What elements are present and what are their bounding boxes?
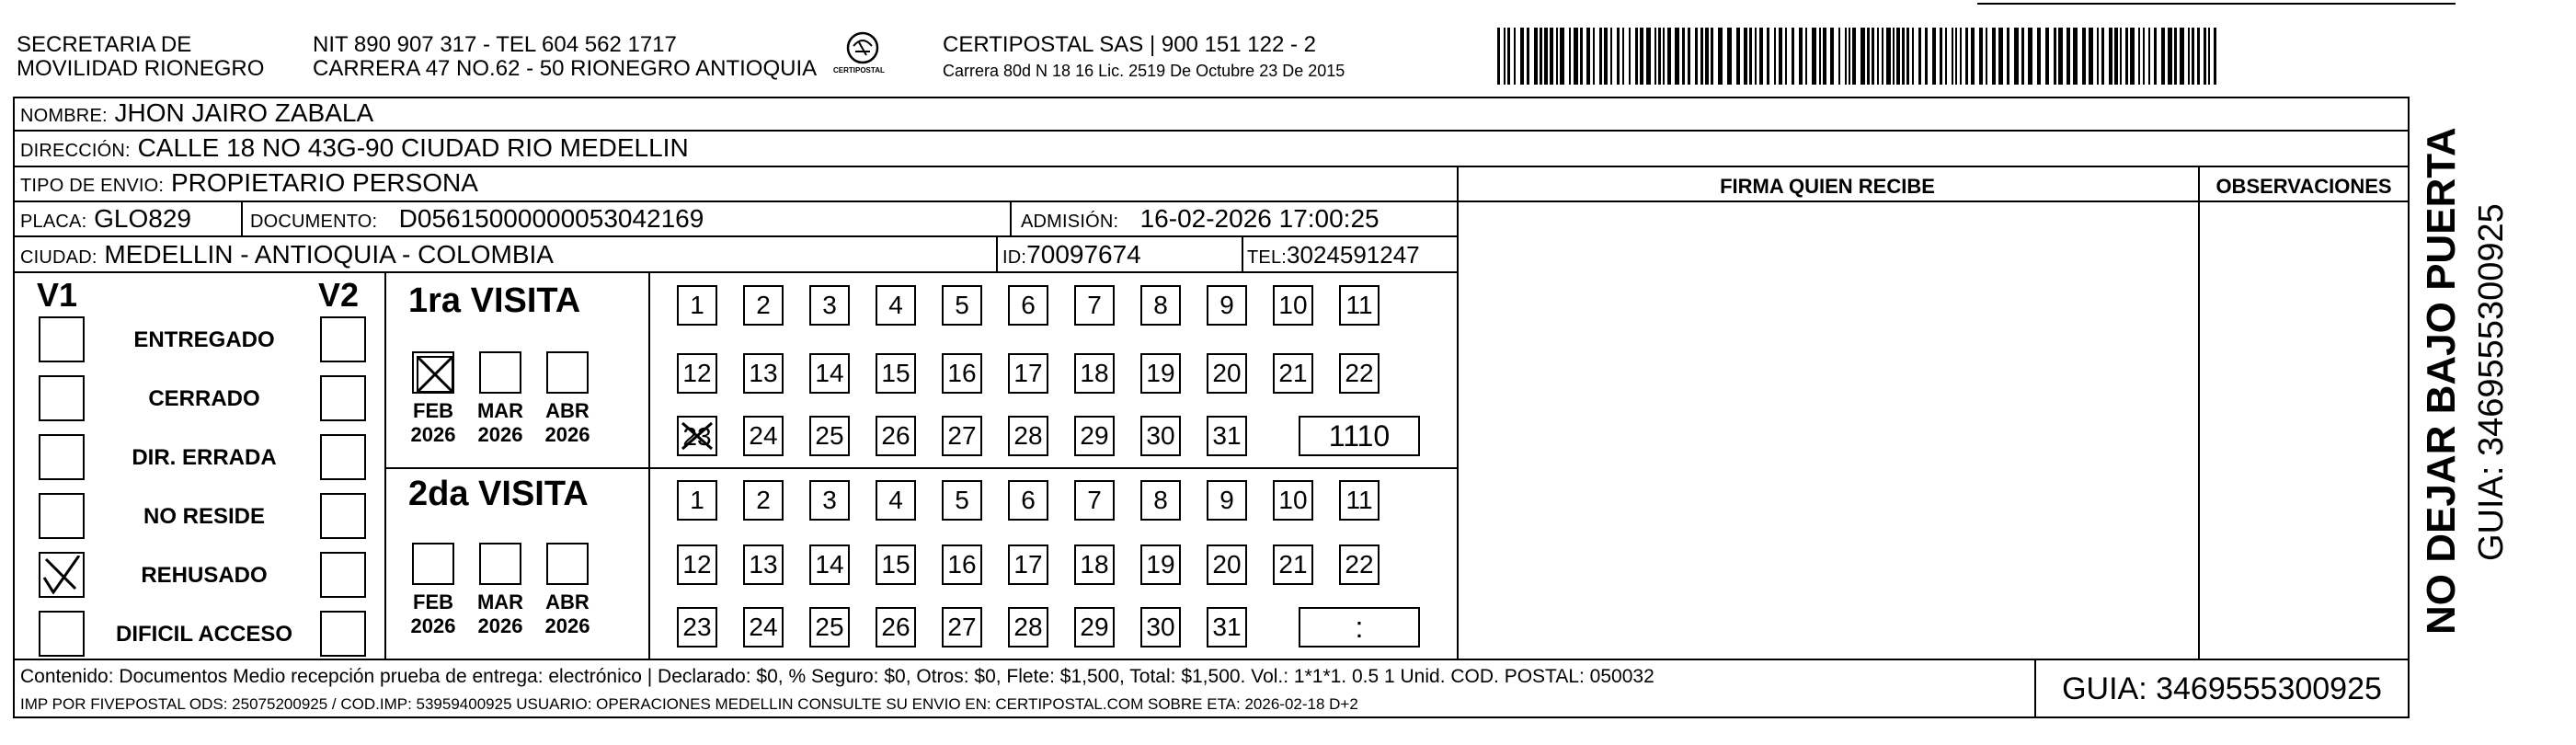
day-box[interactable]: 20 [1207,544,1247,585]
barcode-bar [1952,28,1953,85]
barcode-bar [2082,28,2086,85]
day-box[interactable]: 3 [809,480,850,521]
barcode-bar [2037,28,2041,85]
day-box[interactable]: 8 [1140,285,1181,326]
city-value: MEDELLIN - ANTIOQUIA - COLOMBIA [104,240,554,269]
barcode-bar [1902,28,1905,85]
barcode-bar [2073,28,2078,85]
id-separator [996,235,998,271]
day-box[interactable]: 12 [677,544,717,585]
day-box[interactable]: 3 [809,285,850,326]
col-separator-obs [2198,166,2200,659]
shipping-row [20,167,478,201]
day-box[interactable]: 13 [743,544,784,585]
barcode-bar [1646,28,1651,85]
barcode-bar [1812,28,1816,85]
day-box[interactable]: 14 [809,353,850,394]
tel-row [1247,239,1420,273]
id-label: ID: [1002,247,1027,268]
barcode-bar [1736,28,1740,85]
barcode-bar [1507,28,1510,85]
month-checkbox[interactable] [479,351,521,394]
top-edge-line [1977,3,2456,5]
plate-label: PLACA: [20,212,87,232]
org-line-2: MOVILIDAD RIONEGRO [17,56,265,81]
day-box[interactable]: 29 [1074,607,1115,648]
day-box[interactable]: 11 [1339,285,1380,326]
barcode-bar [1667,28,1671,85]
guia-box: GUIA: 3469555300925 [2062,671,2382,706]
day-box[interactable]: 12 [677,353,717,394]
barcode-bar [1520,28,1524,85]
barcode-bar [2214,28,2216,85]
barcode-bar [2143,28,2145,85]
day-box[interactable]: 29 [1074,416,1115,456]
day-box[interactable]: 24 [743,416,784,456]
barcode-bar [1749,28,1752,85]
barcode-bar [1586,28,1590,85]
address-value: CALLE 18 NO 43G-90 CIUDAD RIO MEDELLIN [137,133,689,162]
barcode-bar [1497,28,1500,85]
certipostal-logo [835,29,890,83]
id-value: 70097674 [1026,240,1141,269]
document-value: D05615000000053042169 [398,204,704,233]
time-box[interactable]: 1110 [1299,416,1420,456]
tel-label: TEL: [1247,247,1288,268]
barcode-bar [1544,28,1548,85]
barcode-bar [1688,28,1690,85]
nit-line: NIT 890 907 317 - TEL 604 562 1717 [313,32,677,57]
plate-row [20,203,191,237]
day-box[interactable]: 26 [876,607,916,648]
barcode-bar [1960,28,1962,85]
barcode-bar [2021,28,2024,85]
barcode-bar [2028,28,2032,85]
barcode-bar [2188,28,2190,85]
barcode-bar [1965,28,1968,85]
barcode-bar [1700,28,1703,85]
barcode-bar [1906,28,1909,85]
barcode-bar [1886,28,1891,85]
status-v1-checkbox[interactable] [39,552,85,598]
barcode-bar [1574,28,1578,85]
barcode-bar [1860,28,1865,85]
month-name: FEB [413,399,453,422]
barcode-bar [1992,28,1996,85]
barcode-bar [2058,28,2063,85]
barcode-bar [2138,28,2140,85]
barcode-bar [2197,28,2200,85]
barcode-bar [1819,28,1821,85]
day-box[interactable]: 22 [1339,353,1380,394]
day-box[interactable]: 2 [743,285,784,326]
barcode-bar [1675,28,1679,85]
barcode-bar [1872,28,1874,85]
day-box[interactable]: 15 [876,544,916,585]
day-box[interactable]: 14 [809,544,850,585]
time-box[interactable]: : [1299,607,1420,648]
barcode-bar [1867,28,1870,85]
day-box[interactable]: 4 [876,480,916,521]
day-box[interactable] [677,416,717,456]
signature-header: FIRMA QUIEN RECIBE [1720,175,1935,198]
name-label: NOMBRE: [20,106,108,126]
day-box[interactable]: 28 [1008,607,1048,648]
month-year: 2026 [410,423,456,446]
barcode-bar [2101,28,2104,85]
day-box[interactable]: 9 [1207,285,1247,326]
month-name: FEB [413,590,453,613]
barcode-bar [1925,28,1928,85]
barcode-bar [2097,28,2099,85]
barcode-bar [1877,28,1879,85]
barcode-bar [1838,28,1840,85]
barcode-bar [1695,28,1698,85]
barcode-bar [1767,28,1769,85]
barcode-bar [1654,28,1656,85]
barcode-bar [2154,28,2157,85]
barcode-bar [1550,28,1553,85]
side-warning: NO DEJAR BAJO PUERTA [2419,127,2464,635]
barcode-bar [1799,28,1803,85]
barcode-bar [2045,28,2049,85]
visit1-title: 1ra VISITA [408,281,581,320]
visit-separator [384,467,1457,469]
barcode-bar [1823,28,1826,85]
day-box[interactable]: 18 [1074,353,1115,394]
day-box[interactable]: 6 [1008,285,1048,326]
barcode-bar [1540,28,1542,85]
v1-label: V1 [37,276,78,314]
barcode-bar [1955,28,1957,85]
status-v2-checkbox[interactable] [320,316,366,362]
barcode [1497,28,2224,85]
barcode-bar [2125,28,2128,85]
barcode-bar [1534,28,1538,85]
status-v1-checkbox[interactable] [39,434,85,480]
barcode-bar [1504,28,1506,85]
day-box[interactable]: 30 [1140,416,1181,456]
barcode-bar [2007,28,2009,85]
city-label: CIUDAD: [20,247,97,268]
admission-value: 16-02-2026 17:00:25 [1139,204,1380,233]
barcode-bar [1940,28,1942,85]
month-name: MAR [476,399,524,422]
barcode-bar [1610,28,1612,85]
month-name: MAR [476,590,524,613]
status-label: REHUSADO [141,563,268,588]
day-box[interactable]: 23 [677,607,717,648]
day-box[interactable]: 16 [942,544,982,585]
day-box[interactable]: 15 [876,353,916,394]
barcode-bar [2114,28,2118,85]
observations-header: OBSERVACIONES [2215,175,2392,198]
barcode-bar [1617,28,1620,85]
address-row [20,132,689,166]
day-box[interactable]: 31 [1207,416,1247,456]
barcode-bar [1711,28,1713,85]
barcode-bar [1527,28,1529,85]
barcode-bar [1658,28,1661,85]
day-box[interactable]: 26 [876,416,916,456]
barcode-bar [2014,28,2019,85]
barcode-bar [2148,28,2150,85]
day-box[interactable]: 27 [942,416,982,456]
barcode-bar [2174,28,2177,85]
day-box[interactable]: 4 [876,285,916,326]
day-box[interactable]: 1 [677,480,717,521]
barcode-bar [2180,28,2184,85]
carrier-line: CERTIPOSTAL SAS | 900 151 122 - 2 [943,32,1316,57]
barcode-bar [1727,28,1732,85]
barcode-bar [1971,28,1975,85]
status-label: DIR. ERRADA [132,445,277,470]
license-line: Carrera 80d N 18 16 Lic. 2519 De Octubre 23 De 2015 [943,62,1345,80]
plate-separator [241,201,243,235]
day-box[interactable]: 17 [1008,544,1048,585]
barcode-bar [1785,28,1787,85]
barcode-bar [1759,28,1763,85]
day-box[interactable]: 21 [1273,544,1313,585]
status-v2-checkbox[interactable] [320,375,366,421]
barcode-bar [2130,28,2135,85]
visit2-title: 2da VISITA [408,475,589,513]
day-box[interactable]: 25 [809,607,850,648]
month-name: ABR [545,590,590,613]
address-line: CARRERA 47 NO.62 - 50 RIONEGRO ANTIOQUIA [313,56,818,81]
barcode-bar [1629,28,1631,85]
barcode-bar [1682,28,1685,85]
barcode-bar [1805,28,1807,85]
barcode-bar [1882,28,1883,85]
footer-imp-line: IMP POR FIVEPOSTAL ODS: 25075200925 / COD.IMP: 53959400925 USUARIO: OPERACIONES MEDELLIN CONSULTE SU ENVIO EN: CERTIPOSTAL.COM SOBRE ETA: 2026-02-18 D+2 [20,695,1358,713]
barcode-bar [2120,28,2122,85]
barcode-bar [1718,28,1723,85]
barcode-bar [1912,28,1914,85]
right-border [2408,97,2410,718]
status-v2-checkbox[interactable] [320,434,366,480]
logo-text: CERTIPOSTAL [833,66,885,74]
day-box[interactable]: 19 [1140,544,1181,585]
barcode-bar [1556,28,1558,85]
barcode-bar [1580,28,1583,85]
city-row [20,239,554,273]
month-checkbox[interactable] [546,351,589,394]
day-box[interactable]: 31 [1207,607,1247,648]
status-v2-checkbox[interactable] [320,493,366,539]
svg-text:23: 23 [682,422,712,451]
tel-separator [1242,235,1243,271]
status-v1-checkbox[interactable] [39,493,85,539]
barcode-bar [2208,28,2210,85]
months-separator [648,271,650,659]
side-guia: GUIA: 3469555300925 [2472,203,2511,561]
barcode-bar [1635,28,1638,85]
day-box[interactable]: 16 [942,353,982,394]
footer-separator [13,659,2410,660]
barcode-bar [1896,28,1900,85]
barcode-bar [1593,28,1595,85]
barcode-bar [1774,28,1776,85]
barcode-bar [2089,28,2093,85]
month-name: ABR [545,399,590,422]
barcode-bar [1622,28,1624,85]
status-label: ENTREGADO [133,327,275,352]
barcode-bar [1663,28,1665,85]
day-box[interactable]: 24 [743,607,784,648]
id-row [1002,239,1141,273]
day-box[interactable]: 1 [677,285,717,326]
day-box[interactable]: 10 [1273,285,1313,326]
barcode-bar [1986,28,1987,85]
admission-separator [1010,201,1012,235]
barcode-bar [1945,28,1947,85]
day-box[interactable]: 19 [1140,353,1181,394]
barcode-bar [1830,28,1834,85]
barcode-bar [1998,28,2003,85]
day-box[interactable]: 25 [809,416,850,456]
org-line-1: SECRETARIA DE [17,32,192,57]
address-label: DIRECCIÓN: [20,141,131,161]
month-year: 2026 [544,423,590,446]
month-checkbox[interactable] [546,543,589,585]
status-v2-checkbox[interactable] [320,611,366,657]
day-box[interactable]: 30 [1140,607,1181,648]
barcode-bar [2192,28,2194,85]
barcode-bar [1514,28,1516,85]
status-v1-checkbox[interactable] [39,375,85,421]
day-box[interactable]: 7 [1074,480,1115,521]
barcode-bar [1979,28,1983,85]
month-year: 2026 [544,614,590,637]
barcode-bar [1640,28,1643,85]
barcode-bar [2168,28,2172,85]
status-separator [384,271,386,659]
day-box[interactable]: 28 [1008,416,1048,456]
footer-content-line: Contenido: Documentos Medio recepción prueba de entrega: electrónico | Declarado: $0, % Seguro: $0, Otros: $0, Flete: $1,500, Total: $1,500. Vol.: 1*1*1. 0.5 1 Unid. COD. POSTAL: 050032 [20,666,1654,687]
day-box[interactable]: 13 [743,353,784,394]
barcode-bar [1569,28,1571,85]
status-label: DIFICIL ACCESO [115,622,292,647]
status-label: NO RESIDE [143,504,266,529]
barcode-bar [2161,28,2165,85]
day-box[interactable]: 18 [1074,544,1115,585]
day-box[interactable]: 5 [942,285,982,326]
month-checkbox[interactable] [479,543,521,585]
tel-value: 3024591247 [1287,241,1420,269]
day-box[interactable]: 6 [1008,480,1048,521]
document-row [250,203,704,237]
admission-label: ADMISIÓN: [1021,212,1119,232]
day-box[interactable]: 5 [942,480,982,521]
month-checkbox[interactable] [412,543,454,585]
month-checkbox[interactable] [412,351,454,394]
shipping-label: TIPO DE ENVIO: [20,176,165,196]
barcode-bar [2109,28,2112,85]
name-row [20,97,373,132]
status-label: CERRADO [148,386,260,411]
name-value: JHON JAIRO ZABALA [114,98,374,127]
barcode-bar [1845,28,1847,85]
day-box[interactable]: 17 [1008,353,1048,394]
day-box[interactable]: 20 [1207,353,1247,394]
month-year: 2026 [477,423,523,446]
status-v1-checkbox[interactable] [39,611,85,657]
col-separator-firma [1457,166,1459,659]
v2-label: V2 [318,276,360,314]
day-box[interactable]: 27 [942,607,982,648]
day-box[interactable]: 21 [1273,353,1313,394]
month-year: 2026 [477,614,523,637]
day-box[interactable]: 11 [1339,480,1380,521]
day-box[interactable]: 10 [1273,480,1313,521]
barcode-bar [1849,28,1850,85]
status-v1-checkbox[interactable] [39,316,85,362]
barcode-bar [1755,28,1757,85]
shipping-value: PROPIETARIO PERSONA [170,168,478,197]
day-box[interactable]: 9 [1207,480,1247,521]
status-v2-checkbox[interactable] [320,552,366,598]
barcode-bar [1744,28,1747,85]
barcode-bar [1779,28,1782,85]
document-label: DOCUMENTO: [250,212,378,232]
barcode-bar [2054,28,2056,85]
barcode-bar [1792,28,1794,85]
day-box[interactable]: 22 [1339,544,1380,585]
day-box[interactable]: 7 [1074,285,1115,326]
plate-value: GLO829 [94,204,191,233]
barcode-bar [1932,28,1936,85]
barcode-bar [1918,28,1921,85]
month-year: 2026 [410,614,456,637]
barcode-bar [1560,28,1564,85]
barcode-bar [1852,28,1856,85]
barcode-bar [1893,28,1895,85]
admission-row [1021,203,1380,237]
barcode-bar [2067,28,2070,85]
barcode-bar [1604,28,1608,85]
barcode-bar [1705,28,1709,85]
barcode-bar [1599,28,1602,85]
barcode-bar [2204,28,2206,85]
day-box[interactable]: 8 [1140,480,1181,521]
day-box[interactable]: 2 [743,480,784,521]
